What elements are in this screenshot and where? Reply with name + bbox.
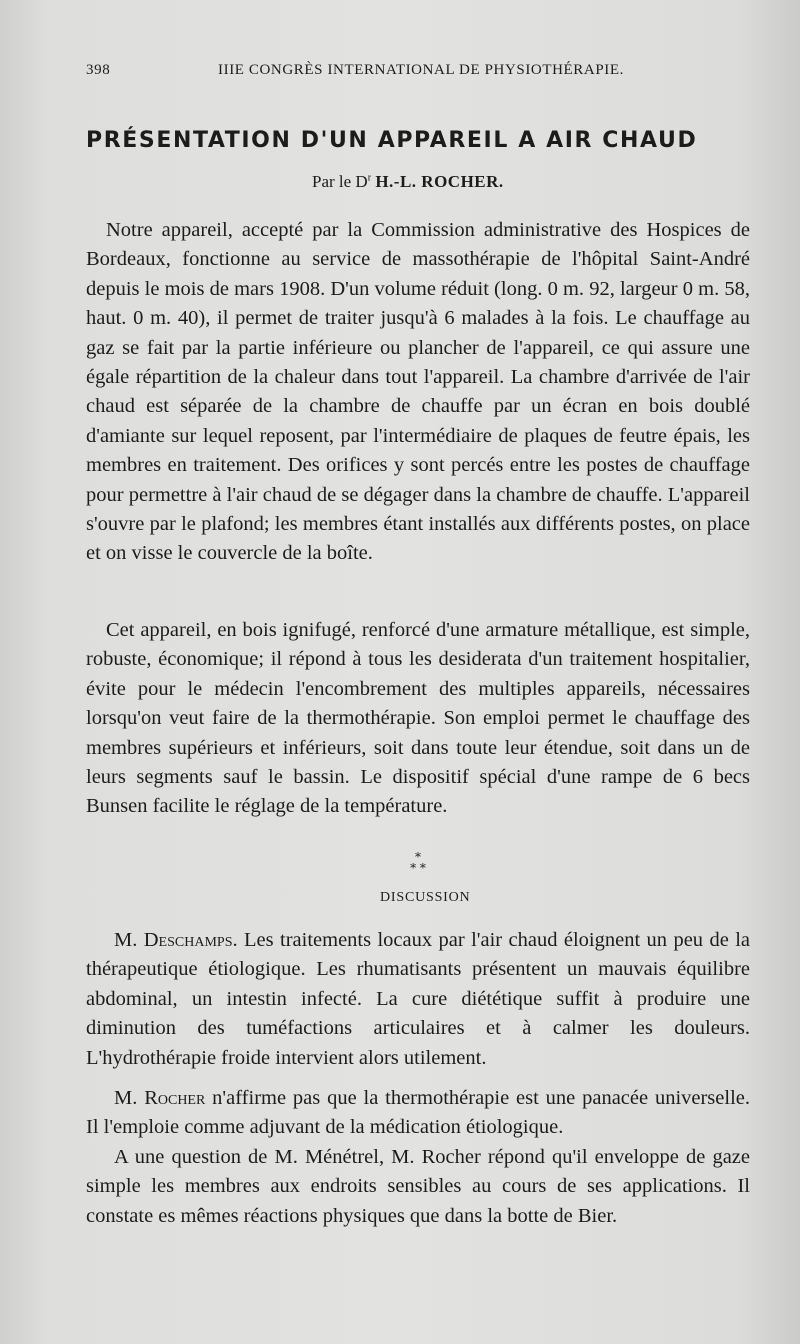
- article-title: PRÉSENTATION D'UN APPAREIL A AIR CHAUD: [86, 128, 698, 153]
- rocher-continuation: A une question de M. Ménétrel, M. Rocher répond qu'il enveloppe de gaze simple les membres aux endroits sensibles au cours de ses applications. Il constate es mêmes réactions physiques que dans la botte de Bier.: [86, 1145, 750, 1227]
- byline-prefix: Par le D: [312, 172, 368, 191]
- byline: [312, 172, 504, 192]
- byline-sup: r: [367, 172, 372, 184]
- paragraph-description: Notre appareil, accepté par la Commission administrative des Hospices de Bordeaux, fonctionne au service de massothérapie de l'hôpital Saint-André depuis le mois de mars 1908. D'un volume réduit (long. 0 m. 92, largeur 0 m. 58, haut. 0 m. 40), il permet de traiter jusqu'à 6 malades à la fois. Le chauffage au gaz se fait par la partie inférieure ou plancher de l'appareil, ce qui assure une égale répartition de la chaleur dans tout l'appareil. La chambre d'arrivée de l'air chaud est séparée de la chambre de chauffe par un écran en bois doublé d'amiante sur lequel reposent, par l'intermédiaire de plaques de feutre épais, les membres en traitement. Des orifices y sont percés entre les postes de chauffage pour permettre à l'air chaud de se dégager dans la chambre de chauffe. L'appareil s'ouvre par le plafond; les membres étant installés aux différents postes, on place et on visse le couvercle de la boîte.: [86, 219, 750, 565]
- asterism-divider: * * *: [410, 850, 426, 875]
- paragraph-deschamps: [86, 926, 750, 1073]
- rocher-prefix: M.: [114, 1087, 145, 1109]
- paragraph-rocher: [86, 1084, 750, 1231]
- page-number: 398: [86, 62, 111, 78]
- byline-author: H.-L. ROCHER.: [375, 172, 504, 191]
- discussion-heading: DISCUSSION: [380, 890, 471, 905]
- running-head: [86, 62, 726, 84]
- journal-title: IIIE CONGRÈS INTERNATIONAL DE PHYSIOTHÉRAPIE.: [218, 62, 624, 78]
- deschamps-remarks: Les traitements locaux par l'air chaud éloignent un peu de la thérapeutique étiologique. Les rhumatisants présentent un mauvais équilibre abdominal, un intestin infecté. La cure diététique suffit à produire une diminution des tuméfactions articulaires et à calmer les douleurs. L'hydrothérapie froide intervient alors utilement.: [86, 929, 751, 1069]
- rocher-reply: n'affirme pas que la thermothérapie est une panacée universelle. Il l'emploie comme adjuvant de la médication étiologique.: [86, 1087, 751, 1139]
- speaker-rocher: Rocher: [144, 1087, 206, 1109]
- paragraph-advantages: Cet appareil, en bois ignifugé, renforcé d'une armature métallique, est simple, robuste, économique; il répond à tous les desiderata d'un traitement hospitalier, évite pour le médecin l'encombrement des multiples appareils, nécessaires lorsqu'on veut faire de la thermothérapie. Son emploi permet le chauffage des membres supérieurs et inférieurs, soit dans toute leur étendue, soit dans un de leurs segments sauf le bassin. Le dispositif spécial d'une rampe de 6 becs Bunsen facilite le réglage de la température.: [86, 619, 750, 818]
- speaker-deschamps: M. Deschamps.: [114, 929, 238, 951]
